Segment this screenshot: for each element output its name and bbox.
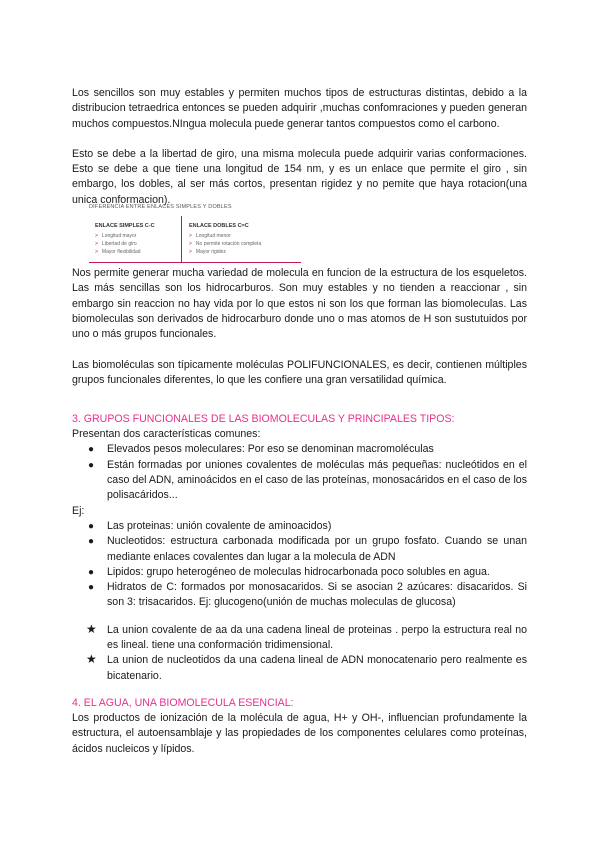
bullet-icon: ● — [88, 566, 95, 578]
table-column-simples — [95, 216, 182, 262]
document-content — [72, 86, 527, 757]
table-cell: Libertad de giro — [101, 241, 137, 248]
bullet-icon: ● — [88, 520, 95, 532]
bullet-icon: ● — [88, 536, 95, 548]
bullet-icon: ● — [88, 459, 95, 471]
arrow-icon: > — [189, 249, 192, 256]
table-column-dobles — [189, 216, 301, 262]
list-item: ● Las proteinas: unión covalente de aminoacidos) — [72, 519, 527, 534]
section-3-heading: 3. GRUPOS FUNCIONALES DE LAS BIOMOLECULAS Y PRINCIPALES TIPOS: — [72, 413, 455, 426]
bullet-icon: ● — [88, 582, 95, 594]
examples-list — [72, 519, 527, 611]
section-3-intro: Presentan dos características comunes: — [72, 428, 261, 441]
section-4-text: Los productos de ionización de la molécula de agua, H+ y OH-, influencian profundamente la estructura, el autoensamblaje y las propiedades de los componentes celulares como proteínas, ácidos nucleicos y lípidos. — [72, 711, 527, 755]
table-cell: Mayor rigidez — [195, 249, 226, 256]
list-item: ● Hidratos de C: formados por monosacaridos. Si se asocian 2 azúcares: disacaridos. Si son 3: trisacaridos. Ej: glucogeno(unión de muchas moleculas de glucosa) — [88, 581, 527, 609]
star-notes-list — [72, 623, 527, 684]
paragraph-polifuncionales: Las biomoléculas son típicamente moléculas POLIFUNCIONALES, es decir, contienen múltiples grupos funcionales diferentes, lo que les confiere una gran versatilidad química. — [72, 358, 527, 386]
paragraph-variedad-molecula: Nos permite generar mucha variedad de molecula en funcion de la estructura de los esqueletos. Las más sencillas son los hidrocarburos. Son muy estables y no tienden a reaccionar , sin embargo sin reaccion no hay vida por lo que estos ni son los que forman las biomoleculas. Las biomoleculas son derivados de hidrocarburo donde uno o mas atomos de H son sustutuidos por uno o más grupos funcionales. — [72, 267, 527, 341]
star-icon: ★ — [86, 652, 97, 667]
arrow-icon: > — [189, 233, 192, 240]
list-item: ★ La union de nucleotidos da una cadena lineal de ADN monocatenario pero realmente es bicatenario. — [86, 652, 527, 682]
bullet-icon: ● — [88, 444, 95, 456]
arrow-icon: > — [95, 249, 98, 256]
table-cell: Mayor flexibilidad — [101, 249, 141, 256]
list-item: ★ La union covalente de aa da una cadena lineal de proteinas . perpo la estructura real no es lineal. tiene una conformación tridimensional. — [86, 621, 527, 652]
ej-label: Ej: — [72, 504, 85, 517]
star-icon: ★ — [86, 621, 97, 636]
arrow-icon: > — [95, 233, 98, 240]
characteristics-list — [72, 442, 527, 503]
list-item: ● Elevados pesos moleculares: Por eso se denominan macromoléculas — [72, 442, 527, 457]
arrow-icon: > — [95, 241, 98, 248]
enlaces-comparison-table — [89, 204, 301, 266]
table-header: ENLACE SIMPLES C-C — [95, 223, 155, 230]
paragraph-libertad-giro: Esto se debe a la libertad de giro, una misma molecula puede adquirir varias conformaciones. Esto se debe a que tiene una longitud de 154 nm, y es un enlace que permite el giro , sin embargo, los dobles, al ser más cortos, presentan rigidez y no pemite que haya rotacion(una unica conformacion). — [72, 147, 527, 206]
paragraph-enlaces-sencillos: Los sencillos son muy estables y permiten muchos tipos de estructuras distintas, debido a la distribucion tetraedrica entonces se pueden adquirir ,muchas confomraciones y pueden generan muchos compuestos.NIngua molecula puede generar tantos compuestos como el carbono. — [72, 87, 527, 130]
arrow-icon: > — [189, 241, 192, 248]
table-cell: Longitud mayor — [101, 233, 137, 240]
list-item: ● Nucleotidos: estructura carbonada modificada por un grupo fosfato. Cuando se unan mediante enlaces covalentes dan lugar a la molecula de ADN — [88, 535, 527, 563]
table-title: DIFERENCIA ENTRE ENLACES SIMPLES Y DOBLES — [89, 204, 232, 211]
list-item: ● Están formadas por uniones covalentes de moléculas más pequeñas: nucleótidos en el caso del ADN, aminoácidos en el caso de las proteínas, monosacáridos en el caso de los polisacáridos... — [88, 458, 527, 502]
list-item: ● Lipidos: grupo heterogéneo de moleculas hidrocarbonada poco solubles en agua. — [72, 565, 527, 580]
section-4-heading: 4. EL AGUA, UNA BIOMOLECULA ESENCIAL: — [72, 696, 294, 709]
table-cell: No permite rotación completa — [195, 241, 262, 248]
table-header: ENLACE DOBLES C=C — [189, 223, 249, 230]
table-cell: Longitud menor — [195, 233, 231, 240]
